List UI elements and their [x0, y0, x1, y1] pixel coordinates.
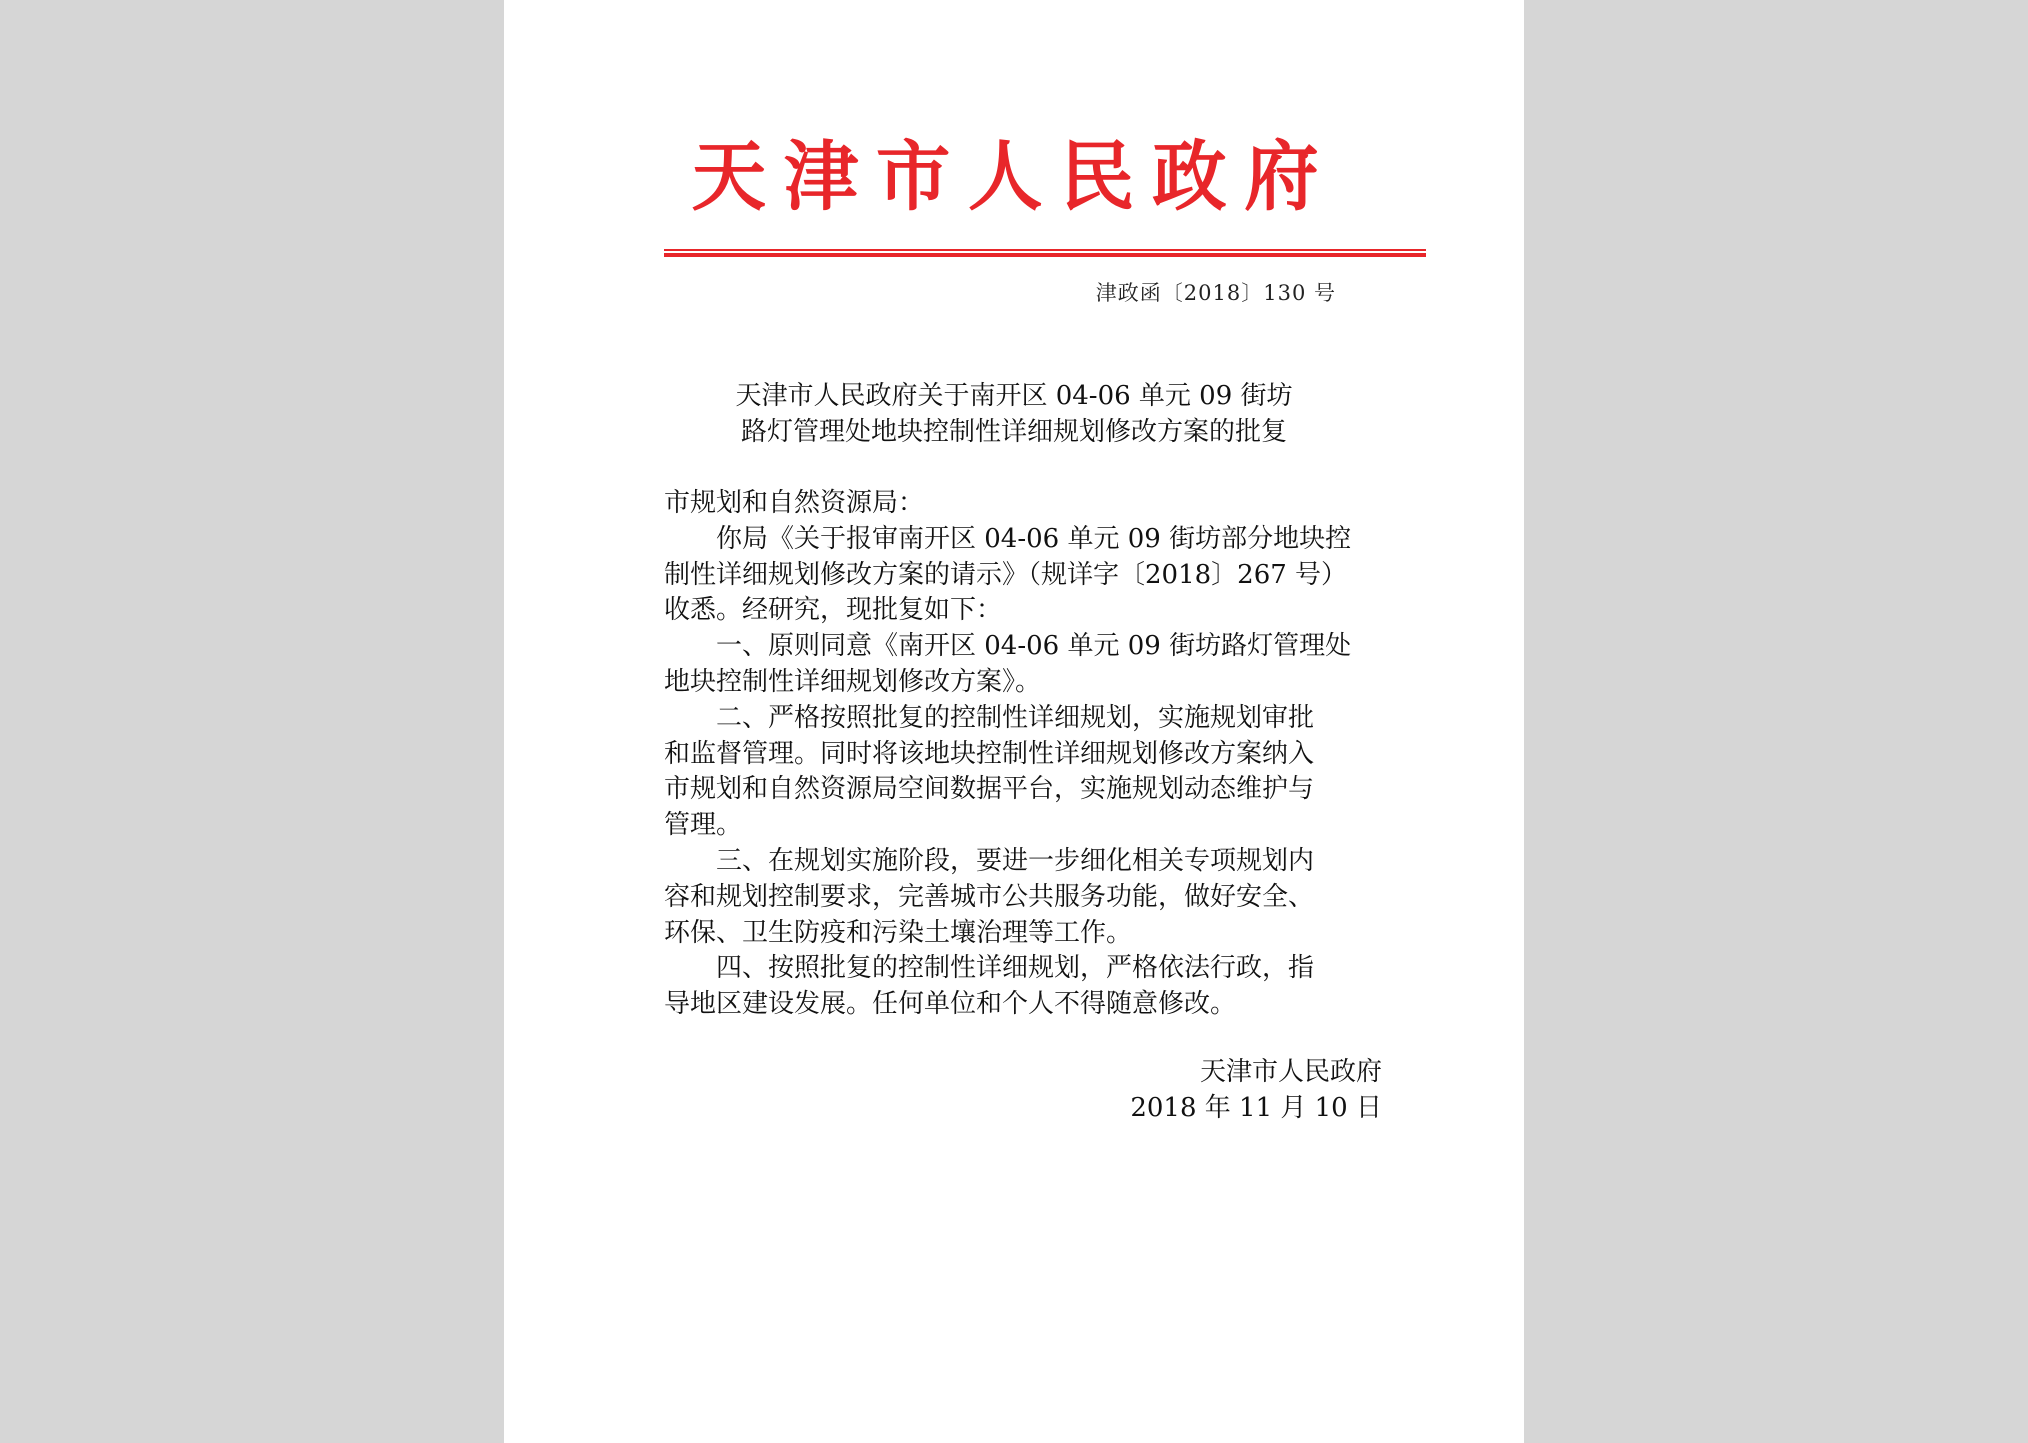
- signature-org: 天津市人民政府: [1199, 1057, 1382, 1087]
- issuer-heading: 天津市人民政府: [691, 132, 1337, 221]
- document-number: 津政函〔2018〕130 号: [1095, 281, 1336, 305]
- body-line: 三、在规划实施阶段，要进一步细化相关专项规划内: [716, 845, 1315, 876]
- body-line: 容和规划控制要求，完善城市公共服务功能，做好安全、: [664, 881, 1315, 912]
- body-line: 和监督管理。同时将该地块控制性详细规划修改方案纳入: [664, 738, 1315, 769]
- document-title: [504, 378, 1524, 450]
- title-line-2: 路灯管理处地块控制性详细规划修改方案的批复: [740, 417, 1287, 447]
- body-line: 管理。: [664, 810, 743, 841]
- body-line: 四、按照批复的控制性详细规划，严格依法行政，指: [716, 953, 1315, 984]
- body-line: 你局《关于报审南开区 04-06 单元 09 街坊部分地块控: [716, 523, 1352, 554]
- signature-block: [1130, 1054, 1382, 1126]
- body-line: 环保、卫生防疫和污染土壤治理等工作。: [664, 917, 1133, 948]
- title-line-1: 天津市人民政府关于南开区 04-06 单元 09 街坊: [735, 381, 1293, 411]
- red-divider-thick: [664, 253, 1426, 257]
- signature-date: 2018 年 11 月 10 日: [1130, 1093, 1382, 1123]
- document-page: [504, 0, 1524, 1443]
- body-line: 导地区建设发展。任何单位和个人不得随意修改。: [664, 989, 1237, 1020]
- red-divider-thin: [664, 249, 1426, 251]
- body-line: 地块控制性详细规划修改方案》。: [664, 666, 1042, 697]
- salutation: 市规划和自然资源局：: [664, 488, 925, 518]
- body-line: 市规划和自然资源局空间数据平台，实施规划动态维护与: [664, 774, 1315, 805]
- document-body: [664, 486, 1404, 1023]
- body-line: 收悉。经研究，现批复如下：: [664, 595, 1003, 626]
- body-line: 二、严格按照批复的控制性详细规划，实施规划审批: [716, 702, 1315, 733]
- body-line: 一、原则同意《南开区 04-06 单元 09 街坊路灯管理处: [716, 631, 1352, 662]
- body-line: 制性详细规划修改方案的请示》（规详字〔2018〕267 号）: [664, 559, 1348, 590]
